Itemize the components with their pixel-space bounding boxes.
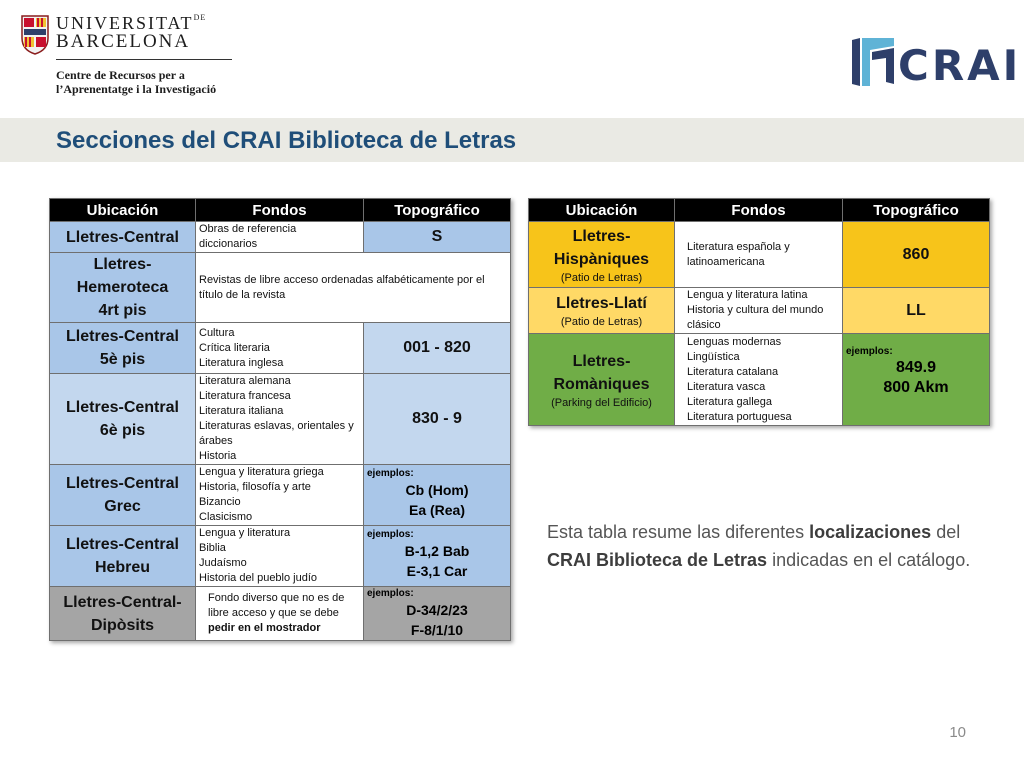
examples-label: ejemplos: <box>367 468 414 479</box>
header-divider <box>56 59 232 60</box>
table-row <box>529 288 990 334</box>
location-cell: Lletres-Central <box>50 222 196 253</box>
table-row <box>50 465 511 526</box>
header-topografico: Topográfico <box>843 199 990 222</box>
header-topografico: Topográfico <box>364 199 511 222</box>
header-ubicacion: Ubicación <box>50 199 196 222</box>
university-name-line2: BARCELONA <box>56 31 191 52</box>
location-cell: Lletres-Central- Dipòsits <box>50 587 196 641</box>
holdings-cell: Lengua y literatura griega Historia, filosofía y arte Bizancio Clasicismo <box>196 465 364 526</box>
table-row <box>50 222 511 253</box>
location-cell: Lletres-Central 5è pis <box>50 323 196 374</box>
holdings-cell: Cultura Crítica literaria Literatura inglesa <box>196 323 364 374</box>
sections-table-central <box>49 198 511 641</box>
location-cell: Lletres- Hispàniques (Patio de Letras) <box>529 222 675 288</box>
examples-label: ejemplos: <box>367 529 414 540</box>
examples-label: ejemplos: <box>367 588 414 599</box>
table-row <box>50 374 511 465</box>
table-row <box>50 526 511 587</box>
topographic-cell: S <box>364 222 511 253</box>
holdings-cell: Literatura española y latinoamericana <box>675 222 843 288</box>
crai-logo-text: CRAI <box>898 41 1022 90</box>
table-row <box>50 587 511 641</box>
header-ubicacion: Ubicación <box>529 199 675 222</box>
holdings-cell: Revistas de libre acceso ordenadas alfabéticamente por el título de la revista <box>196 253 511 323</box>
location-cell: Lletres-Central Grec <box>50 465 196 526</box>
location-cell: Lletres- Romàniques (Parking del Edificio) <box>529 334 675 426</box>
holdings-cell: Lenguas modernas Lingüística Literatura catalana Literatura vasca Literatura gallega Literatura portuguesa <box>675 334 843 426</box>
crai-logo <box>850 36 1022 90</box>
topographic-cell: ejemplos: B-1,2 Bab E-3,1 Car <box>364 526 511 587</box>
topographic-cell: 860 <box>843 222 990 288</box>
topographic-cell: 830 - 9 <box>364 374 511 465</box>
table-description: Esta tabla resume las diferentes localizaciones del CRAI Biblioteca de Letras indicadas en el catálogo. <box>547 522 971 570</box>
location-cell: Lletres-Llatí (Patio de Letras) <box>529 288 675 334</box>
header-fondos: Fondos <box>675 199 843 222</box>
topographic-cell: LL <box>843 288 990 334</box>
table-header-row <box>50 199 511 222</box>
table-row <box>529 334 990 426</box>
table-header-row <box>529 199 990 222</box>
sections-table-annex <box>528 198 990 426</box>
table-row <box>50 323 511 374</box>
holdings-cell: Literatura alemana Literatura francesa Literatura italiana Literaturas eslavas, orientales y árabes Historia <box>196 374 364 465</box>
center-name-line1: Centre de Recursos per a <box>56 68 185 82</box>
center-name-line2: l’Aprenentatge i la Investigació <box>56 82 217 96</box>
holdings-cell: Lengua y literatura latina Historia y cultura del mundo clásico <box>675 288 843 334</box>
university-name-line1: $UNIVERSITAT^{DE}$ <box>56 13 207 33</box>
holdings-cell: Fondo diverso que no es de libre acceso y que se debe pedir en el mostrador <box>196 587 364 641</box>
location-cell: Lletres-Central 6è pis <box>50 374 196 465</box>
table-row <box>50 253 511 323</box>
location-cell: Lletres-Central Hebreu <box>50 526 196 587</box>
location-cell: Lletres- Hemeroteca 4rt pis <box>50 253 196 323</box>
topographic-cell: ejemplos: 849.9 800 Akm <box>843 334 990 426</box>
page-number: 10 <box>949 724 966 741</box>
header-fondos: Fondos <box>196 199 364 222</box>
topographic-cell: ejemplos: D-34/2/23 F-8/1/10 <box>364 587 511 641</box>
topographic-cell: ejemplos: Cb (Hom) Ea (Rea) <box>364 465 511 526</box>
university-seal-logo <box>20 12 50 56</box>
topographic-cell: 001 - 820 <box>364 323 511 374</box>
holdings-cell: Obras de referencia diccionarios <box>196 222 364 253</box>
examples-label: ejemplos: <box>846 346 893 357</box>
page-title: Secciones del CRAI Biblioteca de Letras <box>56 127 517 154</box>
holdings-cell: Lengua y literatura Biblia Judaísmo Historia del pueblo judío <box>196 526 364 587</box>
table-row <box>529 222 990 288</box>
